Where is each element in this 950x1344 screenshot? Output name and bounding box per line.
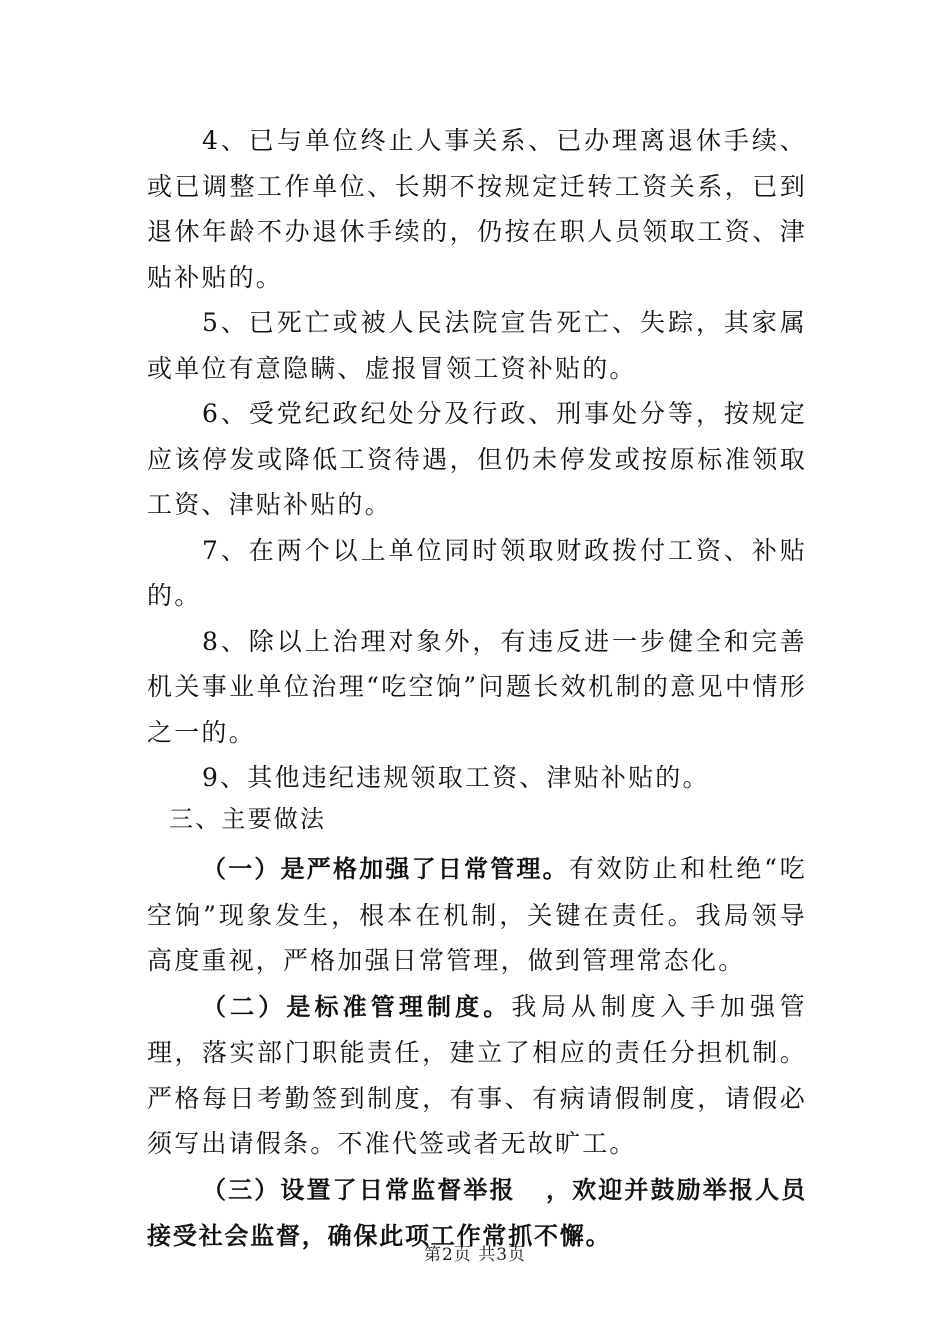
measure-paragraph-2	[147, 984, 807, 1167]
measure-2-lead: （二）是标准管理制度。	[202, 992, 512, 1021]
paragraph-item-8: 8、除以上治理对象外，有违反进一步健全和完善机关事业单位治理“吃空饷”问题长效机制的意见中情形之一的。	[147, 626, 807, 747]
measure-paragraph-1	[147, 846, 807, 984]
page-footer: 第2页 共3页	[423, 1245, 527, 1265]
paragraph-item-6: 6、受党纪政纪处分及行政、刑事处分等，按规定应该停发或降低工资待遇，但仍未停发或按原标准领取工资、津贴补贴的。	[147, 399, 807, 519]
section-heading: 三、主要做法	[169, 804, 327, 833]
measure-3-part2: ，欢迎并鼓励举报人员接受社会监督，确保此项工作常抓不懈。	[147, 1175, 807, 1250]
paragraph-item-5: 5、已死亡或被人民法院宣告死亡、失踪，其家属或单位有意隐瞒、虚报冒领工资补贴的。	[147, 308, 807, 383]
measure-3-part1: （三）设置了日常监督举报	[202, 1175, 516, 1204]
paragraph-item-9: 9、其他违纪违规领取工资、津贴补贴的。	[202, 763, 710, 792]
paragraph-item-7: 7、在两个以上单位同时领取财政拨付工资、补贴的。	[147, 535, 807, 610]
document-body	[147, 118, 807, 1259]
measure-1-body: 有效防止和杜绝“吃空饷”现象发生，根本在机制，关键在责任。我局领导高度重视，严格加强日常管理，做到管理常态化。	[147, 854, 807, 975]
paragraph-item-4: 4、已与单位终止人事关系、已办理离退休手续、或已调整工作单位、长期不按规定迁转工资关系，已到退休年龄不办退休手续的，仍按在职人员领取工资、津贴补贴的。	[147, 126, 807, 292]
measure-1-lead: （一）是严格加强了日常管理。	[202, 855, 569, 883]
measure-2-body: 我局从制度入手加强管理，落实部门职能责任，建立了相应的责任分担机制。严格每日考勤签到制度，有事、有病请假制度，请假必须写出请假条。不准代签或者无故旷工。	[147, 991, 807, 1158]
